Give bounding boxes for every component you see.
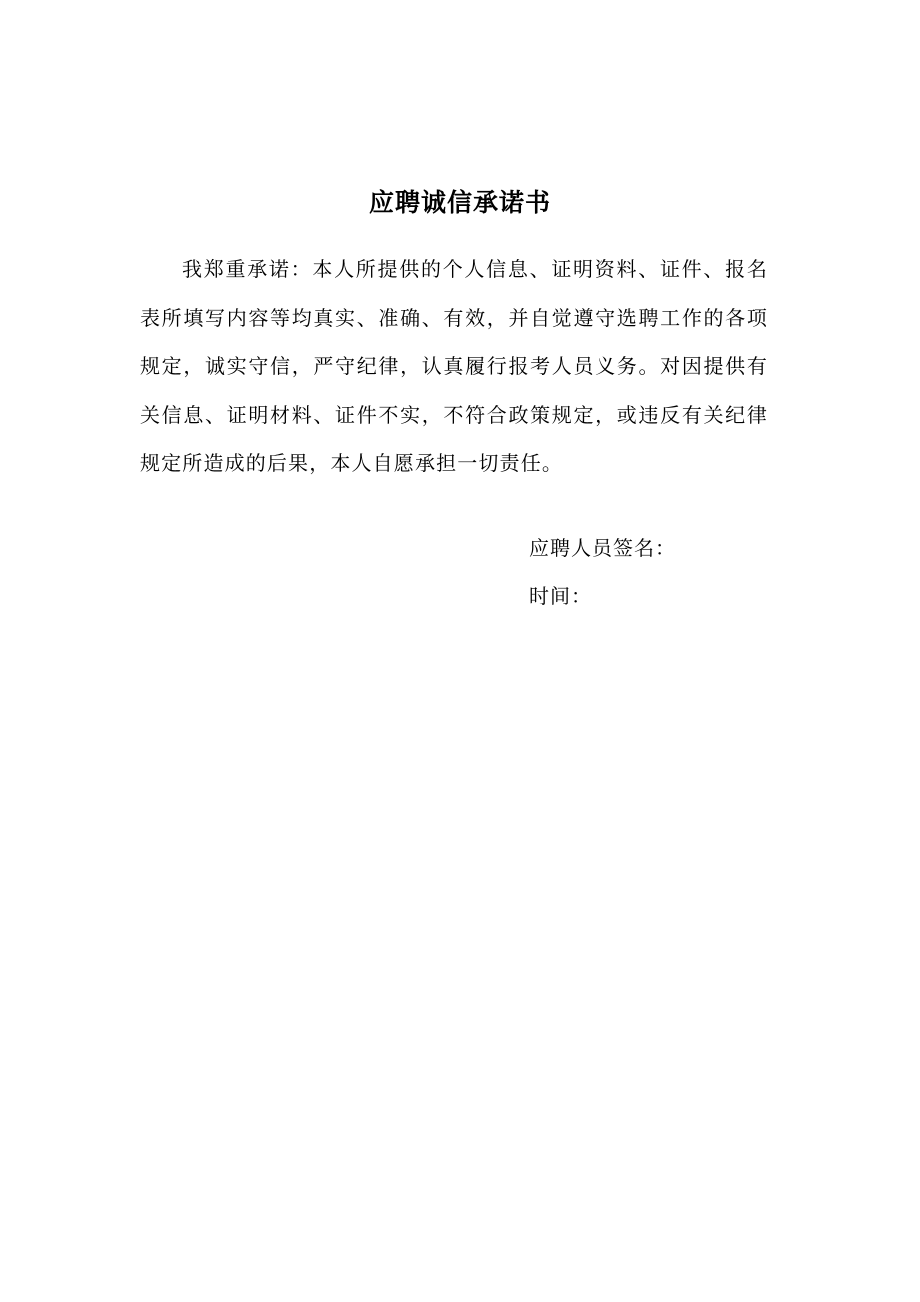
signature-label: 应聘人员签名： [529, 536, 676, 560]
commitment-paragraph: 我郑重承诺：本人所提供的个人信息、证明资料、证件、报名表所填写内容等均真实、准确、有效，并自觉遵守选聘工作的各项规定，诚实守信，严守纪律，认真履行报考人员义务。对因提供有关信息、证明材料、证件不实，不符合政策规定，或违反有关纪律规定所造成的后果，本人自愿承担一切责任。 [140, 257, 768, 475]
document-title: 应聘诚信承诺书 [368, 188, 551, 217]
date-label: 时间： [529, 584, 592, 608]
signature-block [529, 536, 829, 632]
